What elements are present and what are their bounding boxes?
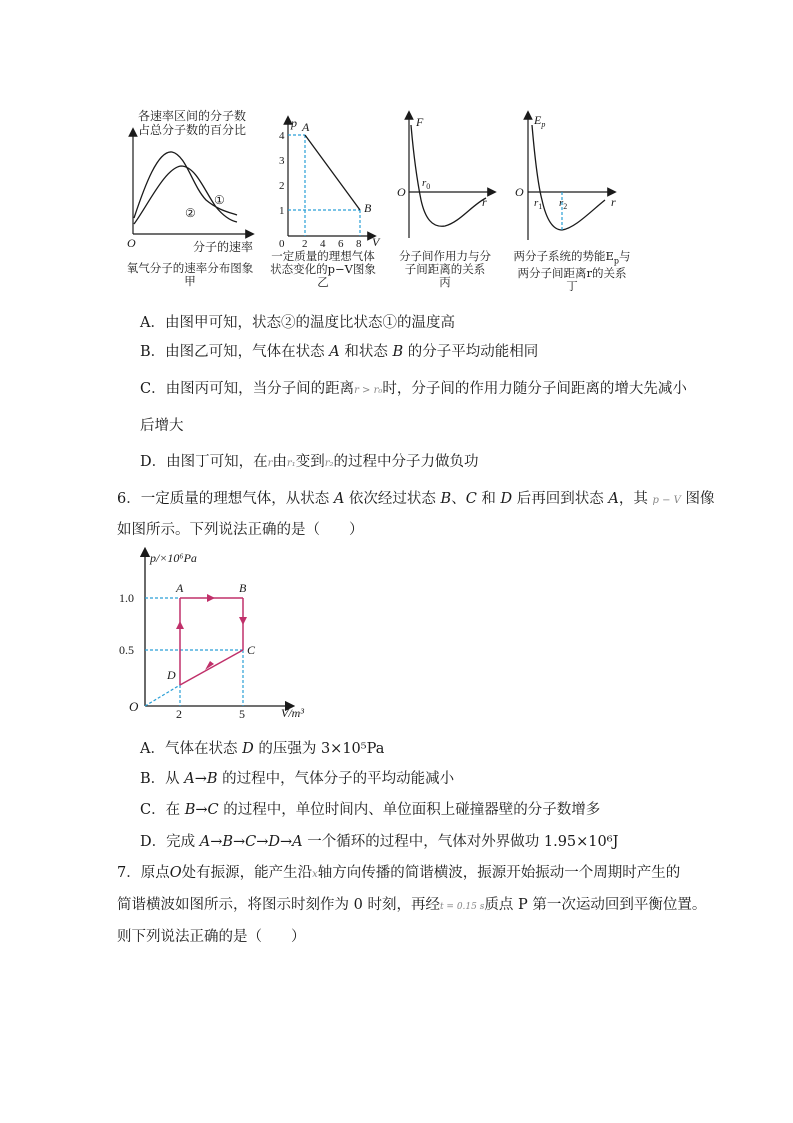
yi-caption (268, 250, 378, 289)
q6-option-a: A．气体在状态 D 的压强为 3×10⁵Pa (140, 741, 385, 757)
bing-xlabel: r (482, 195, 487, 209)
q6-ytick-05: 0.5 (119, 643, 134, 657)
q6-option-c: C．在 B→C 的过程中，单位时间内、单位面积上碰撞器壁的分子数增多 (140, 802, 601, 818)
jia-curve-1-label: ① (214, 193, 225, 207)
q6-point-c: C (247, 643, 256, 657)
jia-origin: O (127, 236, 136, 250)
ding-caption-line2: 两分子间距离r的关系 (517, 266, 627, 281)
q5-option-b: B．由图乙可知，气体在状态 A 和状态 B 的分子平均动能相同 (140, 344, 539, 360)
q6-point-b: B (239, 581, 247, 595)
q6-option-b: B．从 A→B 的过程中，气体分子的平均动能减小 (140, 771, 455, 787)
q6-point-d: D (167, 668, 176, 682)
q5-option-a: A．由图甲可知，状态②的温度比状态①的温度高 (140, 315, 455, 331)
yi-ytick-1: 1 (279, 205, 285, 217)
yi-point-a: A (302, 120, 310, 134)
yi-origin: 0 (279, 238, 285, 250)
bing-caption-line2: 子间距离的关系 (404, 262, 486, 276)
bing-r0: $r_0$ (422, 177, 431, 191)
ding-caption-line3: 丁 (566, 279, 578, 294)
yi-point-b: B (364, 201, 372, 215)
q6-dash-origin-d (145, 685, 180, 706)
yi-ytick-4: 4 (279, 130, 285, 142)
ding-r2: $r_2$ (559, 197, 568, 211)
graph-jia (127, 108, 253, 254)
q6-xlabel: V/m³ (281, 706, 304, 720)
yi-xlabel: V (372, 235, 380, 249)
graph-ding (515, 113, 616, 240)
q6-ylabel: p/×10⁶Pa (150, 551, 197, 565)
bing-origin: O (397, 185, 406, 199)
yi-caption-line2: 状态变化的p−V图象 (270, 262, 376, 276)
bing-curve (411, 125, 486, 226)
jia-caption-line1: 氧气分子的速率分布图象 (126, 261, 254, 275)
yi-ylabel: p (291, 116, 297, 130)
jia-curve-2-label: ② (185, 206, 196, 220)
bing-ylabel: F (416, 115, 424, 129)
q6-point-a: A (176, 581, 184, 595)
jia-caption (120, 262, 260, 288)
q6-xtick-2: 2 (176, 707, 182, 721)
ding-origin: O (515, 185, 524, 199)
yi-xtick-2: 2 (302, 238, 308, 250)
graph-yi (279, 116, 381, 250)
yi-xtick-4: 4 (320, 238, 326, 250)
q7-line1: 7．原点O处有振源，能产生沿x轴方向传播的简谐横波，振源开始振动一个周期时产生的 (117, 865, 681, 881)
yi-xtick-6: 6 (338, 238, 344, 250)
ding-caption (507, 250, 637, 293)
q6-origin: O (129, 699, 139, 714)
ding-curve (532, 125, 605, 230)
bing-caption (390, 250, 500, 289)
q6-stem-line2: 如图所示。下列说法正确的是（ ） (117, 522, 364, 538)
jia-xlabel: 分子的速率 (193, 240, 254, 254)
q7-line2: 简谐横波如图所示，将图示时刻作为 0 时刻，再经t = 0.15 s质点 P 第一次运动回到平衡位置。 (117, 897, 707, 913)
ding-ylabel: $E_p$ (534, 113, 546, 129)
jia-caption-line2: 甲 (184, 274, 196, 288)
yi-xtick-8: 8 (356, 238, 362, 250)
graph-bing (397, 115, 492, 238)
jia-ylabel-2: 占总分子数的百分比 (138, 123, 247, 137)
q6-arrow-ab (207, 594, 215, 602)
ding-caption-line1: 两分子系统的势能$E_p$与 (513, 249, 631, 266)
q5-option-d: D．由图丁可知，在r由r₁变到r₂的过程中分子力做负功 (140, 454, 479, 470)
yi-caption-line1: 一定质量的理想气体 (271, 249, 375, 263)
jia-ylabel-1: 各速率区间的分子数 (138, 109, 247, 123)
q6-stem-line1: 6．一定质量的理想气体，从状态 A 依次经过状态 B、C 和 D 后再回到状态 A，其 p − V 图像 (117, 491, 715, 507)
q6-option-d: D．完成 A→B→C→D→A 一个循环的过程中，气体对外界做功 1.95×10⁶J (140, 834, 619, 850)
ding-r1: $r_1$ (534, 197, 543, 211)
yi-caption-line3: 乙 (317, 275, 329, 289)
q5-option-c-line2: 后增大 (140, 418, 184, 434)
yi-ytick-3: 3 (279, 155, 285, 167)
q6-arrow-da (176, 621, 184, 629)
q6-arrow-bc (239, 617, 247, 625)
q5-option-c: C．由图丙可知，当分子间的距离r > r₀时，分子间的作用力随分子间距离的增大先减小 (140, 381, 687, 397)
q6-xtick-5: 5 (239, 707, 245, 721)
graph-q6 (119, 551, 304, 721)
ding-xlabel: r (611, 195, 616, 209)
yi-line-ab (305, 135, 360, 210)
bing-caption-line1: 分子间作用力与分 (399, 249, 491, 263)
q6-seg-cd (180, 650, 243, 685)
bing-caption-line3: 丙 (439, 275, 451, 289)
yi-ytick-2: 2 (279, 180, 285, 192)
q7-line3: 则下列说法正确的是（ ） (117, 929, 306, 945)
q6-ytick-1: 1.0 (119, 591, 134, 605)
